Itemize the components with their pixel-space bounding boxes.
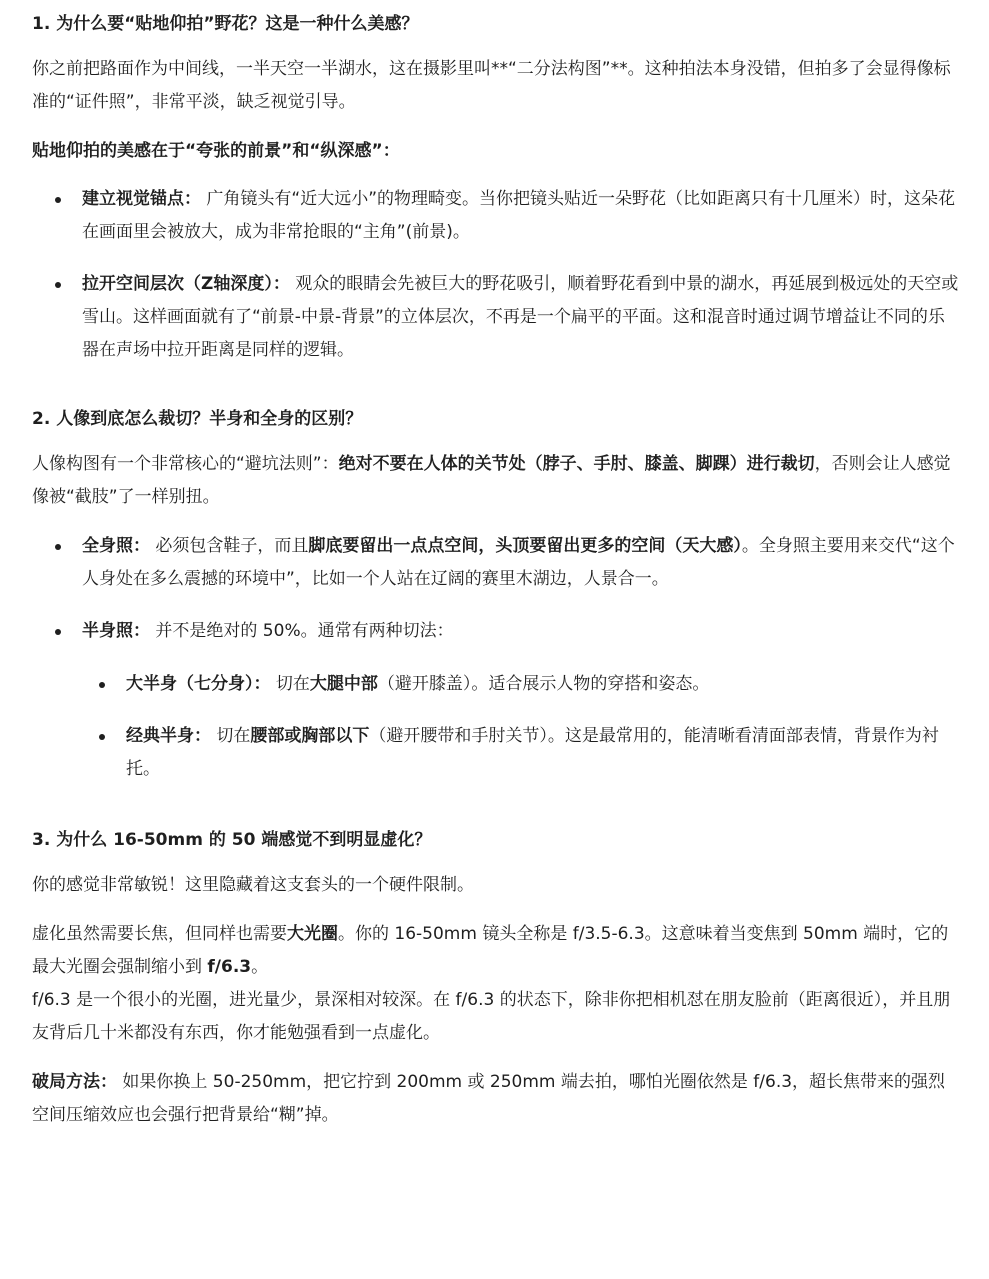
section-1-paragraph	[32, 53, 961, 119]
list-item	[32, 268, 961, 367]
list-item-text-c: 。全身照主要用来交代“这个人身处在多么震撼的环境中”，比如一个人站在辽阔的赛里木湖边，人景合一。	[82, 536, 955, 589]
list-item-bold: 脚底要留出一点点空间，头顶要留出更多的空间（天大感）	[308, 536, 742, 556]
sub-list-item-bold: 腰部或胸部以下	[250, 726, 370, 746]
list-item-label: 建立视觉锚点：	[82, 189, 201, 209]
section-1-heading: 1. 为什么要“贴地仰拍”野花？这是一种什么美感？	[32, 14, 419, 34]
sub-list-item-text-a: 切在	[270, 674, 310, 694]
list-item-label: 全身照：	[82, 536, 150, 556]
sub-list-item-label: 经典半身：	[126, 726, 211, 746]
section-3-label: 破局方法：	[32, 1072, 117, 1092]
list-item-text-a: 必须包含鞋子，而且	[150, 536, 309, 556]
list-item	[32, 183, 961, 249]
section-2-heading: 2. 人像到底怎么裁切？半身和全身的区别？	[32, 409, 363, 429]
section-2-paragraph-text-c: ，否则会让人感觉像被“截肢”了一样别扭。	[32, 454, 951, 507]
list-item	[32, 530, 961, 596]
sub-list-item	[32, 720, 961, 786]
section-3-paragraph	[32, 918, 961, 984]
section-3-paragraph	[32, 984, 961, 1050]
sub-list-item-text-c: （避开腰带和手肘关节）。这是最常用的，能清晰看清面部表情，背景作为衬托。	[126, 726, 939, 779]
section-3-paragraph-text: 如果你换上 50-250mm，把它拧到 200mm 或 250mm 端去拍，哪怕光圈依然是 f/6.3，超长焦带来的强烈空间压缩效应也会强行把背景给“糊”掉。	[32, 1072, 946, 1125]
section-3-paragraph	[32, 869, 961, 902]
section-3-bold-aperture: 大光圈	[287, 924, 338, 944]
section-3-text-c: 。你的 16-50mm 镜头全称是 f/3.5-6.3。这意味着当变焦到 50mm 端时，它的最大光圈会强制缩小到	[32, 924, 949, 977]
list-item-label: 拉开空间层次（Z轴深度）：	[82, 274, 290, 294]
section-3-text-a: 虚化虽然需要长焦，但同样也需要	[32, 924, 287, 944]
section-3-bold-fstop: f/6.3	[207, 957, 252, 977]
list-item-text: 并不是绝对的 50%。通常有两种切法：	[150, 621, 454, 641]
sub-list-item	[32, 668, 961, 701]
list-item	[32, 615, 961, 648]
answer-content	[0, 11, 989, 1279]
section-1-lead	[32, 135, 961, 168]
section-2-paragraph-bold: 绝对不要在人体的关节处（脖子、手肘、膝盖、脚踝）进行裁切	[338, 454, 815, 474]
list-item-label: 半身照：	[82, 621, 150, 641]
list-item-text: 广角镜头有“近大远小”的物理畸变。当你把镜头贴近一朵野花（比如距离只有十几厘米）时，这朵花在画面里会被放大，成为非常抢眼的“主角”(前景)。	[82, 189, 956, 242]
sub-list-item-text-c: （避开膝盖）。适合展示人物的穿搭和姿态。	[377, 674, 710, 694]
section-1-paragraph-text: 你之前把路面作为中间线，一半天空一半湖水，这在摄影里叫**“二分法构图”**。这种拍法本身没错，但拍多了会显得像标准的“证件照”，非常平淡，缺乏视觉引导。	[32, 59, 951, 112]
section-3-heading: 3. 为什么 16-50mm 的 50 端感觉不到明显虚化？	[32, 830, 432, 850]
sub-list-item-label: 大半身（七分身）：	[126, 674, 271, 694]
section-3-paragraph-text: 你的感觉非常敏锐！这里隐藏着这支套头的一个硬件限制。	[32, 875, 474, 895]
sub-list-item-text-a: 切在	[211, 726, 251, 746]
sub-list-item-bold: 大腿中部	[309, 674, 378, 694]
section-1-lead-text: 贴地仰拍的美感在于“夸张的前景”和“纵深感”：	[32, 141, 400, 161]
section-2-paragraph-text-a: 人像构图有一个非常核心的“避坑法则”：	[32, 454, 339, 474]
section-3-text-e: 。	[251, 957, 269, 977]
section-3-paragraph	[32, 1066, 961, 1132]
section-2-paragraph	[32, 448, 961, 514]
list-item-text: 观众的眼睛会先被巨大的野花吸引，顺着野花看到中景的湖水，再延展到极远处的天空或雪山。这样画面就有了“前景-中景-背景”的立体层次，不再是一个扁平的平面。这和混音时通过调节增益让不同的乐器在声场中拉开距离是同样的逻辑。	[82, 274, 959, 360]
section-3-paragraph-text: f/6.3 是一个很小的光圈，进光量少，景深相对较深。在 f/6.3 的状态下，除非你把相机怼在朋友脸前（距离很近），并且朋友背后几十米都没有东西，你才能勉强看到一点虚化。	[32, 990, 951, 1043]
